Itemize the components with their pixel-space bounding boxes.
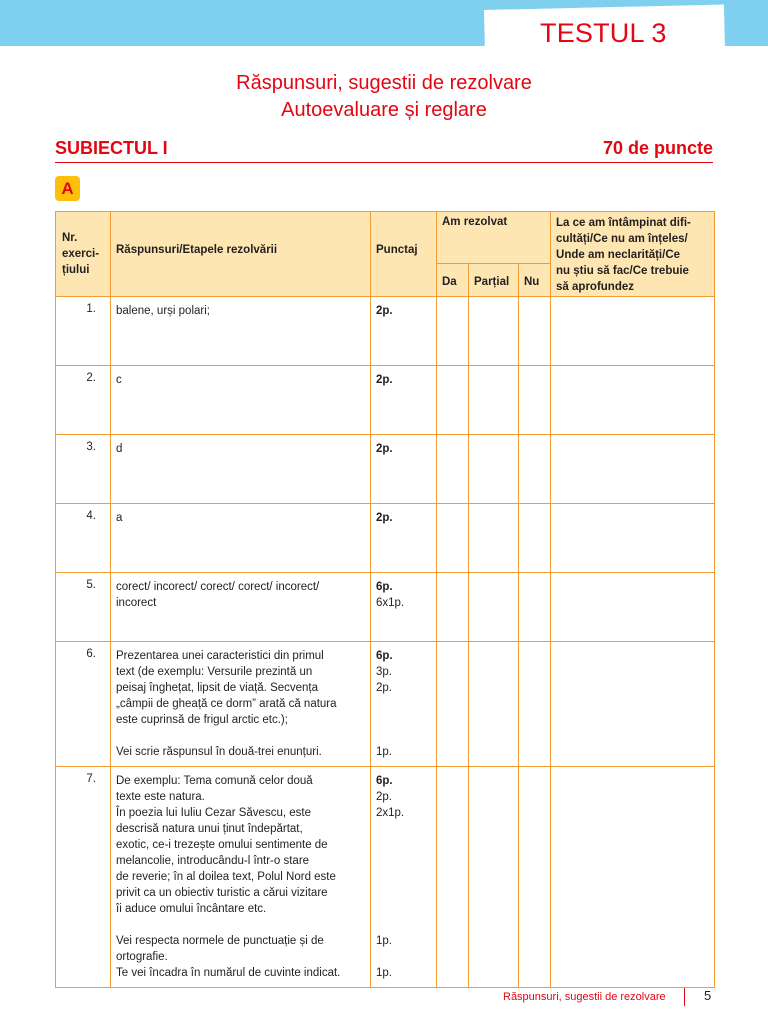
answer-line: texte este natura. xyxy=(116,791,205,803)
header-dificultati-line: nu știu să fac/Ce trebuie xyxy=(556,265,689,277)
answer-line: ortografie. xyxy=(116,951,168,963)
cell-notes[interactable] xyxy=(551,504,715,573)
cell-da[interactable] xyxy=(437,767,469,988)
points-line xyxy=(376,917,436,933)
answers-table xyxy=(55,211,715,988)
cell-da[interactable] xyxy=(437,504,469,573)
row-answer xyxy=(111,504,371,573)
row-answer xyxy=(111,297,371,366)
answer-line: incorect xyxy=(116,597,157,609)
row-points xyxy=(371,504,437,573)
footer-text: Răspunsuri, sugestii de rezolvare xyxy=(503,991,666,1003)
table-row xyxy=(56,573,715,642)
header-raspunsuri: Răspunsuri/Etapele rezolvării xyxy=(111,212,371,297)
header-nu: Nu xyxy=(519,264,551,297)
points-line: 2x1p. xyxy=(376,807,405,819)
section-title: SUBIECTUL I xyxy=(55,138,168,158)
points-line: 1p. xyxy=(376,967,392,979)
header-partial: Parțial xyxy=(469,264,519,297)
cell-partial[interactable] xyxy=(469,642,519,767)
page-number: 5 xyxy=(704,988,712,1003)
row-answer xyxy=(111,435,371,504)
table-row xyxy=(56,297,715,366)
table-row xyxy=(56,642,715,767)
section-header xyxy=(55,138,713,163)
title-line-2: Autoevaluare și reglare xyxy=(281,99,487,121)
title-line-1: Răspunsuri, sugestii de rezolvare xyxy=(236,72,532,94)
answer-line: peisaj înghețat, lipsit de viață. Secvența xyxy=(116,682,319,694)
row-points xyxy=(371,435,437,504)
row-points xyxy=(371,642,437,767)
cell-partial[interactable] xyxy=(469,435,519,504)
answer-line: c xyxy=(116,374,122,386)
cell-notes[interactable] xyxy=(551,642,715,767)
points-line xyxy=(376,712,436,728)
cell-da[interactable] xyxy=(437,366,469,435)
header-nr-line: țiului xyxy=(62,264,90,276)
table-row xyxy=(56,767,715,988)
answer-line: În poezia lui Iuliu Cezar Săvescu, este xyxy=(116,807,311,819)
cell-nu[interactable] xyxy=(519,642,551,767)
cell-notes[interactable] xyxy=(551,435,715,504)
section-points: 70 de puncte xyxy=(602,138,713,158)
cell-nu[interactable] xyxy=(519,573,551,642)
answer-line: corect/ incorect/ corect/ corect/ incorect/ xyxy=(116,581,320,593)
answer-line: este cuprinsă de frigul arctic etc.); xyxy=(116,714,288,726)
cell-nu[interactable] xyxy=(519,297,551,366)
answer-line: exotic, ce-i trezește omului sentimente de xyxy=(116,839,328,851)
answer-line: Vei scrie răspunsul în două-trei enunțuri. xyxy=(116,746,322,758)
cell-partial[interactable] xyxy=(469,366,519,435)
answer-line: de reverie; în al doilea text, Polul Nord este xyxy=(116,871,336,883)
points-line xyxy=(376,949,436,965)
header-am-rezolvat: Am rezolvat xyxy=(437,212,551,264)
header-da: Da xyxy=(437,264,469,297)
answer-line xyxy=(116,917,364,933)
header-dificultati xyxy=(551,212,715,297)
cell-notes[interactable] xyxy=(551,366,715,435)
answer-line: Prezentarea unei caracteristici din primul xyxy=(116,650,324,662)
answer-line: îi aduce omului încântare etc. xyxy=(116,903,267,915)
cell-da[interactable] xyxy=(437,642,469,767)
row-number: 3. xyxy=(56,435,111,504)
answer-line xyxy=(116,728,364,744)
answer-line: De exemplu: Tema comună celor două xyxy=(116,775,313,787)
header-dificultati-line: cultăți/Ce nu am înțeles/ xyxy=(556,233,688,245)
table-row xyxy=(56,366,715,435)
points-line: 3p. xyxy=(376,666,392,678)
row-answer xyxy=(111,642,371,767)
cell-partial[interactable] xyxy=(469,767,519,988)
cell-nu[interactable] xyxy=(519,366,551,435)
table-row xyxy=(56,504,715,573)
answer-line: descrisă natura unui ținut îndepărtat, xyxy=(116,823,303,835)
cell-da[interactable] xyxy=(437,297,469,366)
points-line: 6p. xyxy=(376,581,393,593)
points-line: 6p. xyxy=(376,650,393,662)
header-nr xyxy=(56,212,111,297)
cell-nu[interactable] xyxy=(519,504,551,573)
header-dificultati-line: să aprofundez xyxy=(556,281,634,293)
points-line: 1p. xyxy=(376,746,392,758)
answer-line: d xyxy=(116,443,123,455)
section-badge: A xyxy=(55,176,80,201)
answer-line: Te vei încadra în numărul de cuvinte indicat. xyxy=(116,967,341,979)
row-points xyxy=(371,573,437,642)
row-number: 5. xyxy=(56,573,111,642)
cell-da[interactable] xyxy=(437,435,469,504)
row-number: 4. xyxy=(56,504,111,573)
answer-line: melancolie, introducându-l într-o stare xyxy=(116,855,310,867)
points-line: 2p. xyxy=(376,512,393,524)
points-line xyxy=(376,696,436,712)
row-number: 2. xyxy=(56,366,111,435)
points-line xyxy=(376,821,436,837)
points-line: 2p. xyxy=(376,305,393,317)
row-answer xyxy=(111,366,371,435)
header-punctaj: Punctaj xyxy=(371,212,437,297)
points-line xyxy=(376,885,436,901)
row-number: 1. xyxy=(56,297,111,366)
row-number: 6. xyxy=(56,642,111,767)
points-line xyxy=(376,853,436,869)
test-label: TESTUL 3 xyxy=(540,18,667,48)
points-line: 2p. xyxy=(376,374,393,386)
header-dificultati-line: La ce am întâmpinat difi- xyxy=(556,217,691,229)
row-points xyxy=(371,366,437,435)
table-row xyxy=(56,435,715,504)
points-line: 2p. xyxy=(376,443,393,455)
cell-notes[interactable] xyxy=(551,573,715,642)
points-line: 6p. xyxy=(376,775,393,787)
answer-line: Vei respecta normele de punctuație și de xyxy=(116,935,324,947)
cell-partial[interactable] xyxy=(469,573,519,642)
answer-line: text (de exemplu: Versurile prezintă un xyxy=(116,666,313,678)
header-nr-line: exerci- xyxy=(62,248,100,260)
header-nr-line: Nr. xyxy=(62,232,78,244)
cell-partial[interactable] xyxy=(469,297,519,366)
answer-line: „câmpii de gheață ce dorm” arată că natura xyxy=(116,698,337,710)
row-answer xyxy=(111,767,371,988)
points-line xyxy=(376,837,436,853)
footer-divider xyxy=(684,988,685,1006)
answer-line: balene, urși polari; xyxy=(116,305,210,317)
row-points xyxy=(371,767,437,988)
cell-nu[interactable] xyxy=(519,767,551,988)
points-line: 6x1p. xyxy=(376,597,405,609)
header-dificultati-line: Unde am neclarități/Ce xyxy=(556,249,681,261)
points-line: 2p. xyxy=(376,791,392,803)
points-line: 2p. xyxy=(376,682,392,694)
points-line xyxy=(376,869,436,885)
answer-line: a xyxy=(116,512,123,524)
points-line: 1p. xyxy=(376,935,392,947)
cell-notes[interactable] xyxy=(551,767,715,988)
points-line xyxy=(376,728,436,744)
cell-partial[interactable] xyxy=(469,504,519,573)
cell-da[interactable] xyxy=(437,573,469,642)
points-line xyxy=(376,901,436,917)
cell-notes[interactable] xyxy=(551,297,715,366)
row-points xyxy=(371,297,437,366)
row-number: 7. xyxy=(56,767,111,988)
row-answer xyxy=(111,573,371,642)
answer-line: privit ca un obiectiv turistic a cărui vizitare xyxy=(116,887,328,899)
cell-nu[interactable] xyxy=(519,435,551,504)
